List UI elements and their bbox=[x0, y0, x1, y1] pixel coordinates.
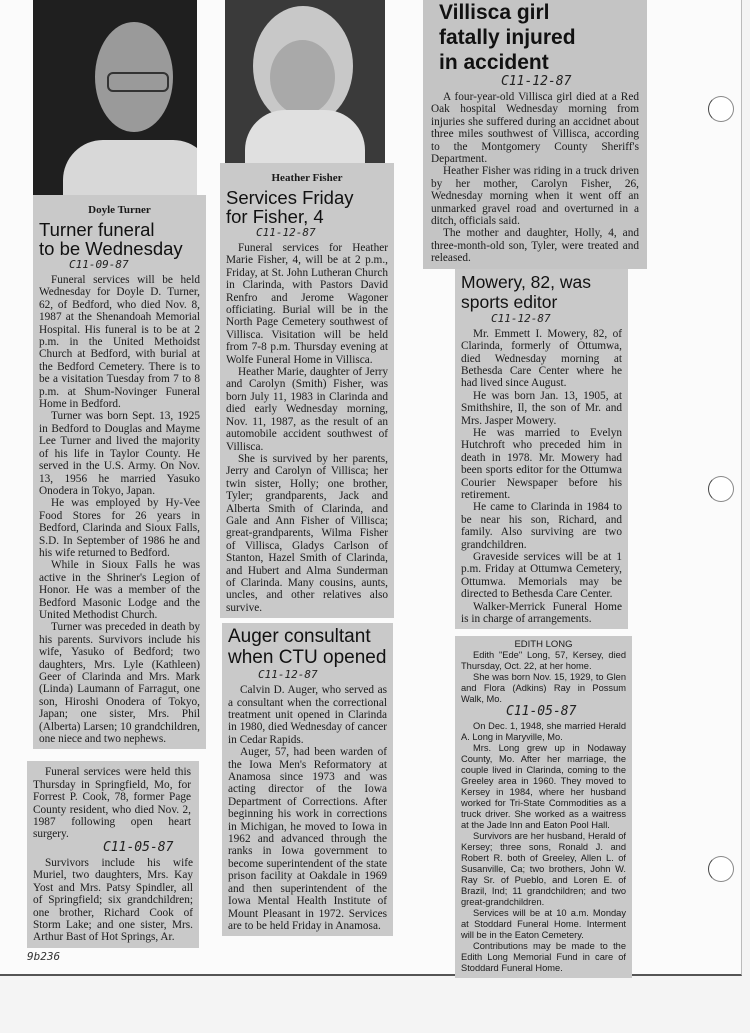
paragraph: He came to Clarinda in 1984 to be near his son, Richard, and family. Also surviving are two grandchildren. bbox=[461, 501, 622, 551]
turner-obituary-clipping bbox=[33, 195, 206, 749]
headline bbox=[439, 0, 639, 75]
paragraph: Contributions may be made to the Edith Long Memorial Fund in care of Stoddard Funeral Home. bbox=[461, 941, 626, 974]
paragraph: She was born Nov. 15, 1929, to Glen and Flora (Adkins) Ray in Possum Walk, Mo. bbox=[461, 672, 626, 705]
fisher-obituary-clipping bbox=[220, 163, 394, 618]
headline-line: in accident bbox=[439, 51, 549, 74]
archive-number: 9b236 bbox=[27, 949, 61, 963]
paragraph: He was employed by Hy-Vee Food Stores for 26 years in Bedford, Clarinda and Sioux Falls, S.D. In September of 1986 he and his wife returned to Bedford. bbox=[39, 497, 200, 559]
paragraph: The mother and daughter, Holly, 4, and three-month-old son, Tyler, were treated and released. bbox=[431, 227, 639, 265]
cook-obituary-clipping bbox=[27, 761, 199, 947]
handwritten-date: C11-12-87 bbox=[501, 74, 572, 89]
paragraph: Survivors are her husband, Herald of Kersey; three sons, Ronald J. and Robert R. both of Greeley, Allen L. of Susanville, Ca; two brothers, John W. Ray Sr. of Pueblo, and Loren E. of Brazil, Ind; 11 grandchildren; and two great-grandchildren. bbox=[461, 831, 626, 908]
left-column bbox=[27, 0, 207, 964]
paragraph: While in Sioux Falls he was active in the Shriner's Legion of Honor. He was a member of the Bedford Masonic Lodge and the United Methodist Church. bbox=[39, 559, 200, 621]
paragraph: Graveside services will be at 1 p.m. Friday at Ottumwa Cemetery, Ottumwa. Memorials may be directed to Bethesda Care Center. bbox=[461, 551, 622, 601]
headline-line: sports editor bbox=[461, 291, 558, 312]
villisca-accident-clipping bbox=[423, 0, 647, 269]
headline-line: Turner funeral bbox=[39, 219, 155, 240]
paragraph: Calvin D. Auger, who served as a consultant when the correctional treatment unit opened in Clarinda in 1980, died Wednesday of cancer in Cedar Rapids. bbox=[228, 684, 387, 746]
paragraph: Mrs. Long grew up in Nodaway County, Mo. After her marriage, the couple lived in Clarinda, coming to the Greeley area in 1960. They moved to Kersey in 1984, where her husband worked for Tri-State Commodities as a truck driver. She worked as a waitress at the Jade Inn and Eaton Pool Hall. bbox=[461, 743, 626, 831]
paragraph: He was married to Evelyn Hutchroft who preceded him in death in 1978. Mr. Mowery had been sports editor for the Ottumwa Courier Newspaper before his retirement. bbox=[461, 426, 622, 501]
handwritten-date: C11-05-87 bbox=[506, 704, 577, 720]
handwritten-date: C11-12-87 bbox=[256, 226, 316, 239]
paragraph: Services will be at 10 a.m. Monday at Stoddard Funeral Home. Interment will be in the Eaton Cemetery. bbox=[461, 908, 626, 941]
paragraph: Turner was preceded in death by his parents. Survivors include his wife, Yasuko of Bedford; two daughters, Mrs. Lyle (Kathleen) Geer of Clarinda and Mrs. Mark (Linda) Laumann of Farragut, one son, Hiroshi Onodera of Tokyo, Japan; one sister, Mrs. Phil (Alberta) Larsen; 10 grandchildren, one niece and two nephews. bbox=[39, 621, 200, 746]
paragraph: Survivors include his wife Muriel, two daughters, Mrs. Kay Yost and Mrs. Patsy Spindler, all of Springfield; six grandchildren; one brother, Richard Cook of Storm Lake; and one sister, Mrs. Arthur Bast of Hot Springs, Ar. bbox=[33, 856, 193, 944]
headline-line: Services Friday bbox=[226, 187, 354, 208]
headline bbox=[228, 626, 387, 668]
handwritten-date: C11-09-87 bbox=[69, 258, 129, 271]
photo-caption: Doyle Turner bbox=[88, 204, 151, 216]
headline-line: to be Wednesday bbox=[39, 238, 183, 259]
binder-hole bbox=[708, 856, 734, 882]
mowery-obituary-clipping bbox=[455, 269, 628, 630]
doyle-turner-photo bbox=[33, 0, 197, 195]
long-obituary-clipping bbox=[455, 636, 632, 978]
photo-caption: Heather Fisher bbox=[271, 172, 343, 184]
right-column bbox=[423, 0, 648, 978]
headline-line: fatally injured bbox=[439, 26, 576, 49]
middle-column bbox=[220, 0, 395, 936]
paragraph: Heather Fisher was riding in a truck driven by her mother, Carolyn Fisher, 26, Wednesday morning when it went off an unmarked gravel road and overturned in a ditch, officials said. bbox=[431, 165, 639, 228]
handwritten-date: C11-12-87 bbox=[258, 668, 318, 682]
paragraph: Funeral services will be held Wednesday for Doyle D. Turner, 62, of Bedford, who died Nov. 8, 1987 at the Shenandoah Memorial Hospital. His funeral is to be at 2 p.m. in the United Methoidst Church at Bedford, with burial at the Bedford Cemetery. There is to be a visitation Tuesday from 7 to 8 p.m. at Shum-Novinger Funeral Home in Bedford. bbox=[39, 274, 200, 411]
binder-hole bbox=[708, 476, 734, 502]
paragraph: Walker-Merrick Funeral Home is in charge of arrangements. bbox=[461, 600, 622, 626]
paragraph: She is survived by her parents, Jerry and Carolyn of Villisca; her twin sister, Holly; one brother, Tyler; grandparents, Jack and Alberta Smith of Clarinda, and Gale and Ann Fisher of Villisca; great-grandparents, Wilma Fisher of Villisca, Gladys Carlson of Stanton, Hazel Smith of Clarinda, and Hubert and Alma Sunderman of Clarinda. Many cousins, aunts, uncles, and other relatives also survive. bbox=[226, 452, 388, 614]
headline-line: when CTU opened bbox=[228, 647, 387, 669]
headline bbox=[226, 188, 388, 226]
paragraph: Funeral services for Heather Marie Fisher, 4, will be at 2 p.m., Friday, at St. John Lutheran Church in Clarinda, with Pastors David Renfro and Jerome Wagoner officiating. Burial will be in the North Page Cemetery southwest of Villisca. Visitation will be held from 7-8 p.m. Thursday evening at Wolfe Funeral Home in Villisca. bbox=[226, 242, 388, 366]
handwritten-date: C11-12-87 bbox=[491, 311, 551, 325]
headline-line: Mowery, 82, was bbox=[461, 271, 591, 292]
paragraph: A four-year-old Villisca girl died at a Red Oak hospital Wednesday morning from injuries she suffered during an accidnet about three miles southwest of Villisca, according to the Montgomery County Sheriff's Department. bbox=[431, 91, 639, 166]
paragraph: Heather Marie, daughter of Jerry and Carolyn (Smith) Fisher, was born July 11, 1983 in Clarinda and died early Wednesday morning, Nov. 11, 1987, as the result of an automobile accident southwest of Villisca. bbox=[226, 366, 388, 453]
handwritten-date: C11-05-87 bbox=[103, 839, 174, 855]
auger-obituary-clipping bbox=[222, 623, 393, 936]
obituary-name-heading: EDITH LONG bbox=[514, 639, 573, 651]
heather-fisher-photo bbox=[225, 0, 385, 163]
headline bbox=[39, 220, 200, 258]
headline-line: Auger consultant bbox=[228, 626, 371, 648]
paragraph: Mr. Emmett I. Mowery, 82, of Clarinda, formerly of Ottumwa, died Wednesday morning at Bethesda Care Center where he had lived since August. bbox=[461, 327, 622, 390]
paragraph: Turner was born Sept. 13, 1925 in Bedford to Douglas and Mayme Lee Turner and lived the majority of his life in Taylor County. He served in the U.S. Army. On Nov. 13, 1956 he married Yasuko Onodera in Tokyo, Japan. bbox=[39, 410, 200, 497]
headline bbox=[461, 272, 622, 312]
headline-line: for Fisher, 4 bbox=[226, 206, 324, 227]
paragraph: On Dec. 1, 1948, she married Herald A. Long in Maryville, Mo. bbox=[461, 721, 626, 743]
paragraph: Edith "Ede" Long, 57, Kersey, died Thursday, Oct. 22, at her home. bbox=[461, 650, 626, 672]
binder-hole bbox=[708, 96, 734, 122]
headline-line: Villisca girl bbox=[439, 1, 550, 24]
paragraph: He was born Jan. 13, 1905, at Smithshire, Il, the son of Mr. and Mrs. Jasper Mowery. bbox=[461, 389, 622, 427]
paragraph: Funeral services were held this Thursday in Springfield, Mo, for Forrest P. Cook, 78, former Page County resident, who died Nov. 2, 1987 following open heart surgery. bbox=[33, 766, 191, 841]
paragraph: Auger, 57, had been warden of the Iowa Men's Reformatory at Anamosa since 1973 and was acting director of the Iowa Department of Corrections. After beginning his work in corrections in Michigan, he moved to Iowa in 1962 and advanced through the ranks in Iowa government to become superintendent of the state prison facility at Oakdale in 1969 and then superintendent of the Iowa Mental Health Institute of Mount Pleasant in 1972. Services are to be held Friday in Anamosa. bbox=[228, 746, 387, 932]
